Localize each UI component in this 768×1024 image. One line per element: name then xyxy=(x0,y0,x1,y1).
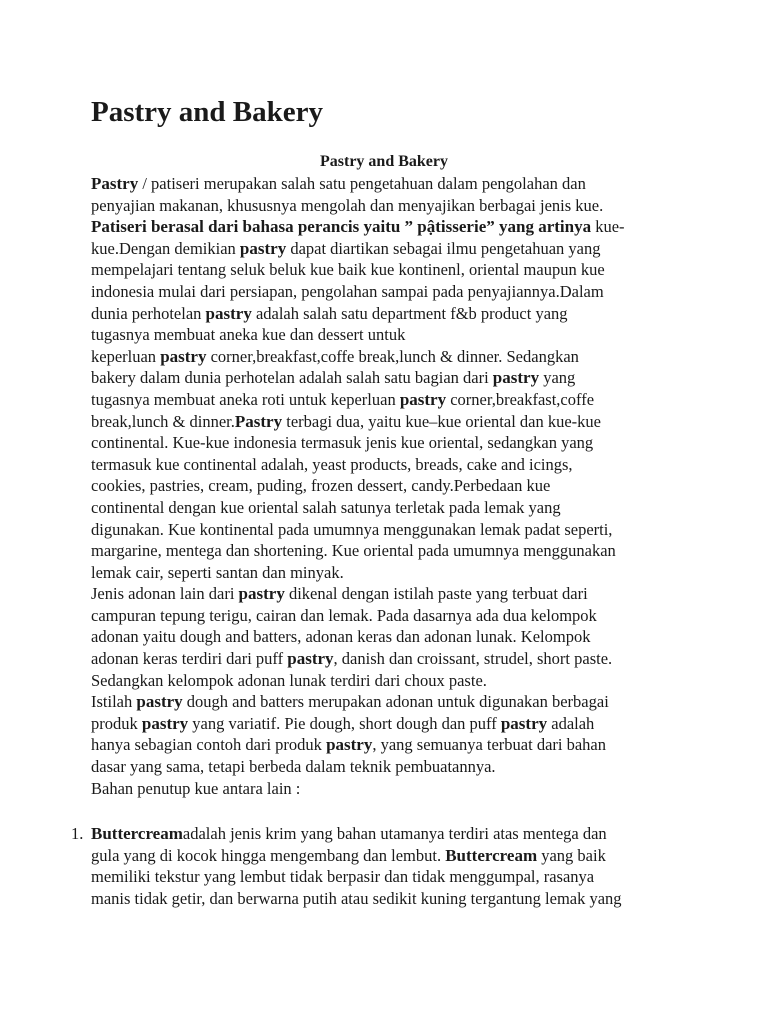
text-run: termasuk kue continental adalah, yeast products, breads, cake and icings, xyxy=(91,454,573,474)
text-line xyxy=(91,195,691,217)
bold-term: Pastry xyxy=(91,174,139,193)
bold-term: pastry xyxy=(287,649,334,669)
text-line xyxy=(91,475,691,497)
text-run: penyajian makanan, khususnya mengolah dan menyajikan berbagai jenis kue. xyxy=(91,195,604,215)
text-line xyxy=(91,216,691,238)
text-line xyxy=(91,173,691,195)
text-run: dough and batters merupakan adonan untuk digunakan berbagai xyxy=(182,692,609,712)
text-run: continental. Kue-kue indonesia termasuk jenis kue oriental, sedangkan yang xyxy=(91,433,594,453)
text-run: lemak cair, seperti santan dan minyak. xyxy=(91,562,344,582)
text-line xyxy=(91,562,691,584)
bold-term: Buttercream xyxy=(91,824,183,843)
text-line xyxy=(91,756,691,778)
text-line xyxy=(91,823,691,845)
body-text xyxy=(91,173,691,799)
text-run: tugasnya membuat aneka roti untuk keperluan xyxy=(91,389,400,409)
text-line xyxy=(91,454,691,476)
text-run: Bahan penutup kue antara lain : xyxy=(91,778,301,798)
bold-term: pastry xyxy=(205,303,252,323)
text-line xyxy=(91,888,691,910)
text-run: digunakan. Kue kontinental pada umumnya menggunakan lemak padat seperti, xyxy=(91,519,613,539)
bold-term: pastry xyxy=(492,368,540,388)
text-run: dasar yang sama, tetapi berbeda dalam teknik pembuatannya. xyxy=(91,757,496,777)
text-line xyxy=(91,367,691,389)
text-line xyxy=(91,303,691,325)
text-run: adonan keras terdiri dari puff xyxy=(91,649,288,669)
text-line xyxy=(91,540,691,562)
text-run: bakery dalam dunia perhotelan adalah salah satu bagian dari xyxy=(91,368,493,388)
bold-term: pastry xyxy=(160,346,207,366)
section-heading: Pastry and Bakery xyxy=(320,153,448,170)
text-run: / patiseri merupakan salah satu pengetahuan dalam pengolahan dan xyxy=(138,174,586,193)
bold-term: Pastry xyxy=(234,411,283,431)
text-run: break,lunch & dinner. xyxy=(91,411,235,431)
text-line xyxy=(91,281,691,303)
text-run: adalah jenis krim yang bahan utamanya terdiri atas mentega dan xyxy=(182,824,607,843)
text-line xyxy=(91,626,691,648)
text-run: indonesia mulai dari persiapan, pengolahan sampai pada penyajiannya.Dalam xyxy=(91,281,604,301)
text-run: dapat diartikan sebagai ilmu pengetahuan yang xyxy=(286,238,601,258)
text-line xyxy=(91,778,691,800)
text-run: hanya sebagian contoh dari produk xyxy=(91,735,327,755)
text-run: produk xyxy=(91,713,142,733)
bold-term: pastry xyxy=(500,713,548,733)
text-run: adalah xyxy=(547,713,595,733)
text-line xyxy=(91,519,691,541)
text-run: margarine, mentega dan shortening. Kue oriental pada umumnya menggunakan xyxy=(91,541,616,561)
text-line xyxy=(91,259,691,281)
text-run: adonan yaitu dough and batters, adonan keras dan adonan lunak. Kelompok xyxy=(91,627,591,647)
text-line xyxy=(91,866,691,888)
text-run: corner,breakfast,coffe break,lunch & dinner. Sedangkan xyxy=(206,346,579,366)
text-run: Jenis adonan lain dari xyxy=(91,584,239,604)
text-line xyxy=(91,324,691,346)
bold-term: pastry xyxy=(141,713,189,733)
text-line xyxy=(91,411,691,433)
text-line xyxy=(91,605,691,627)
text-line xyxy=(91,670,691,692)
bold-term: pastry xyxy=(399,389,447,409)
text-run: kue.Dengan demikian xyxy=(91,238,240,258)
text-run: yang baik xyxy=(537,845,606,865)
bold-term: Buttercream xyxy=(445,845,538,865)
text-line xyxy=(91,583,691,605)
text-run: campuran tepung terigu, cairan dan lemak. Pada dasarnya ada dua kelompok xyxy=(91,605,597,625)
text-run: yang variatif. Pie dough, short dough dan puff xyxy=(188,713,501,733)
text-run: , yang semuanya terbuat dari bahan xyxy=(372,735,607,755)
text-line xyxy=(91,238,691,260)
text-line xyxy=(91,432,691,454)
text-line xyxy=(91,845,691,867)
text-run: dikenal dengan istilah paste yang terbuat dari xyxy=(284,584,588,604)
text-run: , danish dan croissant, strudel, short paste. xyxy=(333,649,613,669)
page-title: Pastry and Bakery xyxy=(91,96,323,128)
text-run: manis tidak getir, dan berwarna putih atau sedikit kuning tergantung lemak yang xyxy=(91,888,622,908)
text-run: Istilah xyxy=(91,692,137,712)
bold-term: pastry xyxy=(136,692,183,712)
text-run: Sedangkan kelompok adonan lunak terdiri dari choux paste. xyxy=(91,670,487,690)
text-run: memiliki tekstur yang lembut tidak berpasir dan tidak menggumpal, rasanya xyxy=(91,867,595,887)
bold-term: pastry xyxy=(326,735,373,755)
bold-term: pastry xyxy=(239,238,287,258)
list-item-buttercream xyxy=(91,823,691,909)
text-line xyxy=(91,734,691,756)
text-run: corner,breakfast,coffe xyxy=(446,389,595,409)
text-run: tugasnya membuat aneka kue dan dessert untuk xyxy=(91,325,406,345)
text-run: yang xyxy=(539,368,576,388)
text-run: keperluan xyxy=(91,346,161,366)
bold-term: pastry xyxy=(238,584,285,604)
text-line xyxy=(91,389,691,411)
text-line xyxy=(91,497,691,519)
bold-term: Patiseri berasal dari bahasa perancis yaitu ” pậtisserie” yang artinya xyxy=(91,217,592,237)
list-number: 1. xyxy=(71,824,84,843)
text-run: adalah salah satu department f&b product yang xyxy=(251,303,568,323)
text-run: cookies, pastries, cream, puding, frozen dessert, candy.Perbedaan kue xyxy=(91,476,551,496)
text-line xyxy=(91,691,691,713)
text-run: gula yang di kocok hingga mengembang dan lembut. xyxy=(91,845,446,865)
text-run: dunia perhotelan xyxy=(91,303,206,323)
text-line xyxy=(91,713,691,735)
text-run: terbagi dua, yaitu kue–kue oriental dan kue-kue xyxy=(282,411,601,431)
text-run: continental dengan kue oriental salah satunya terletak pada lemak yang xyxy=(91,497,561,517)
text-run: mempelajari tentang seluk beluk kue baik kue kontinenl, oriental maupun kue xyxy=(91,260,605,280)
text-line xyxy=(91,346,691,368)
text-line xyxy=(91,648,691,670)
text-run: kue- xyxy=(591,217,625,237)
